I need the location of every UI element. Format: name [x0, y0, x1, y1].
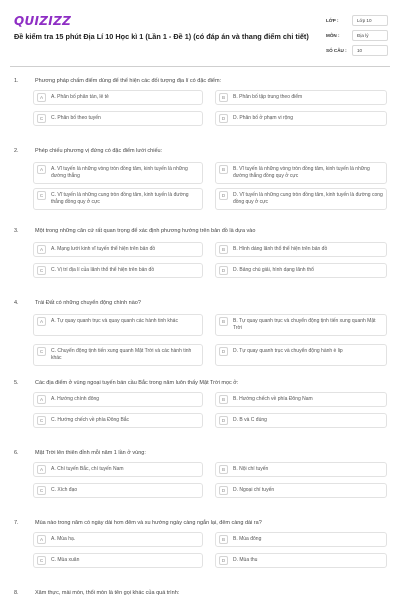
option-text: B. Hình dáng lãnh thổ thể hiện trên bản đồ — [233, 246, 328, 252]
option-text: A. Tự quay quanh trục và quay quanh các hành tinh khác — [51, 318, 178, 324]
question-number: 2. — [14, 148, 19, 154]
answer-option-a[interactable] — [33, 392, 203, 407]
option-letter: D — [219, 347, 228, 356]
option-letter: A — [37, 317, 46, 326]
question-3 — [0, 228, 400, 298]
option-letter: D — [219, 266, 228, 275]
question-count-row — [326, 43, 388, 58]
option-letter: D — [219, 416, 228, 425]
question-count-value: 10 — [352, 45, 388, 56]
worksheet-header — [0, 0, 400, 62]
answer-option-d[interactable] — [215, 111, 387, 126]
answer-option-c[interactable] — [33, 553, 203, 568]
answer-option-b[interactable] — [215, 532, 387, 547]
option-text: A. Vĩ tuyến là những vòng tròn đồng tâm, kinh tuyến là những đường thẳng — [51, 166, 188, 179]
answer-option-a[interactable] — [33, 532, 203, 547]
option-text: D. Vĩ tuyến là những cung tròn đồng tâm, kinh tuyến là đường cong đồng quy ở cực — [233, 192, 383, 205]
option-letter: C — [37, 266, 46, 275]
option-text: D. Tự quay quanh trục và chuyển động hành è lip — [233, 348, 343, 354]
option-letter: A — [37, 93, 46, 102]
option-text: D. Ngoại chí tuyến — [233, 487, 275, 493]
option-letter: B — [219, 465, 228, 474]
question-text: Mặt Trời lên thiên đỉnh mỗi năm 1 lần ở vùng: — [35, 450, 146, 456]
question-text: Một trong những căn cứ rất quan trọng để xác định phương hướng trên bản đồ là dựa vào — [35, 228, 256, 234]
answer-option-b[interactable] — [215, 242, 387, 257]
question-number: 1. — [14, 78, 19, 84]
subject-value: Địa lý — [352, 30, 388, 41]
answer-option-a[interactable] — [33, 162, 203, 184]
option-letter: B — [219, 395, 228, 404]
answer-option-a[interactable] — [33, 90, 203, 105]
question-text: Trái Đất có những chuyển động chính nào? — [35, 300, 141, 306]
question-number: 4. — [14, 300, 19, 306]
option-text: B. Mùa đông — [233, 536, 262, 542]
option-text: A. Chí tuyến Bắc, chí tuyến Nam — [51, 466, 124, 472]
option-letter: C — [37, 486, 46, 495]
answer-option-a[interactable] — [33, 462, 203, 477]
option-text: C. Xích đạo — [51, 487, 78, 493]
option-letter: A — [37, 395, 46, 404]
option-text: A. Phân bố phân tán, lẻ tẻ — [51, 94, 109, 100]
answer-option-d[interactable] — [215, 553, 387, 568]
class-row — [326, 13, 388, 28]
option-text: C. Chuyển động tịnh tiến xung quanh Mặt Trời và các hành tinh khác — [51, 348, 192, 361]
option-text: C. Phân bố theo tuyến — [51, 115, 101, 121]
option-letter: D — [219, 114, 228, 123]
option-text: B. Nội chí tuyến — [233, 466, 269, 472]
question-number: 6. — [14, 450, 19, 456]
class-label: LỚP : — [326, 18, 339, 23]
question-2 — [0, 148, 400, 218]
question-number: 8. — [14, 590, 19, 596]
option-text: B. Vĩ tuyến là những vòng tròn đồng tâm, kinh tuyến là những đường thẳng đồng quy ở cực — [233, 166, 370, 179]
option-letter: A — [37, 245, 46, 254]
answer-option-b[interactable] — [215, 314, 387, 336]
question-text: Phép chiếu phương vị đứng có đặc điểm lưới chiếu: — [35, 148, 163, 154]
option-text: C. Vĩ tuyến là những cung tròn đồng tâm, kinh tuyến là đường thẳng đồng quy ở cực — [51, 192, 189, 205]
quizizz-logo: QUIZIZZ — [14, 14, 72, 28]
answer-option-d[interactable] — [215, 483, 387, 498]
subject-label: MÔN : — [326, 33, 340, 38]
question-4 — [0, 300, 400, 370]
option-text: C. Mùa xuân — [51, 557, 80, 563]
option-letter: C — [37, 191, 46, 200]
question-text: Mùa nào trong năm có ngày dài hơn đêm và xu hướng ngày càng ngắn lại, đêm càng dài ra? — [35, 520, 262, 526]
answer-option-a[interactable] — [33, 242, 203, 257]
question-7 — [0, 520, 400, 590]
answer-option-c[interactable] — [33, 263, 203, 278]
answer-option-c[interactable] — [33, 483, 203, 498]
question-5 — [0, 380, 400, 450]
option-letter: D — [219, 556, 228, 565]
option-letter: A — [37, 465, 46, 474]
header-divider — [10, 66, 390, 67]
meta-panel — [326, 13, 388, 58]
option-text: C. Hướng chếch về phía Đông Bắc — [51, 417, 130, 423]
option-letter: B — [219, 245, 228, 254]
option-text: B. Phân bố tập trung theo điểm — [233, 94, 303, 100]
question-8 — [0, 590, 400, 600]
question-number: 5. — [14, 380, 19, 386]
answer-option-b[interactable] — [215, 392, 387, 407]
answer-option-b[interactable] — [215, 462, 387, 477]
option-letter: A — [37, 165, 46, 174]
option-text: A. Mạng lưới kinh vĩ tuyến thể hiện trên bản đồ — [51, 246, 156, 252]
option-text: B. Hướng chếch về phía Đông Nam — [233, 396, 313, 402]
answer-option-c[interactable] — [33, 344, 203, 366]
option-letter: C — [37, 347, 46, 356]
question-text: Các địa điểm ở vùng ngoại tuyến bán cầu Bắc trong năm luôn thấy Mặt Trời mọc ở: — [35, 380, 239, 386]
answer-option-b[interactable] — [215, 162, 387, 184]
answer-option-c[interactable] — [33, 188, 203, 210]
answer-option-c[interactable] — [33, 413, 203, 428]
option-text: D. Mùa thu — [233, 557, 258, 563]
option-text: A. Mùa hạ. — [51, 536, 76, 542]
option-letter: B — [219, 165, 228, 174]
option-text: D. Bảng chú giải, hình dạng lãnh thổ — [233, 267, 314, 273]
option-text: A. Hướng chính đông — [51, 396, 100, 402]
option-text: C. Vị trí địa lí của lãnh thổ thể hiện trên bản đồ — [51, 267, 155, 273]
question-text: Xâm thực, mài mòn, thổi mòn là tên gọi khác của quá trình: — [35, 590, 180, 596]
option-letter: B — [219, 93, 228, 102]
option-letter: A — [37, 535, 46, 544]
answer-option-d[interactable] — [215, 188, 387, 210]
question-number: 3. — [14, 228, 19, 234]
answer-option-d[interactable] — [215, 344, 387, 366]
option-letter: D — [219, 191, 228, 200]
subject-row — [326, 28, 388, 43]
question-number: 7. — [14, 520, 19, 526]
option-text: D. B và C đúng — [233, 417, 267, 423]
answer-option-d[interactable] — [215, 413, 387, 428]
option-letter: C — [37, 416, 46, 425]
question-1 — [0, 78, 400, 148]
question-count-label: SỐ CÂU : — [326, 48, 347, 53]
answer-option-d[interactable] — [215, 263, 387, 278]
answer-option-c[interactable] — [33, 111, 203, 126]
option-text: B. Tự quay quanh trục và chuyển động tịnh tiến xung quanh Mặt Trời — [233, 318, 376, 331]
option-letter: D — [219, 486, 228, 495]
option-letter: C — [37, 114, 46, 123]
page-title: Đề kiểm tra 15 phút Địa Lí 10 Học kì 1 (Lần 1 - Đề 1) (có đáp án và thang điểm chi tiết) — [14, 32, 309, 41]
option-letter: B — [219, 535, 228, 544]
answer-option-a[interactable] — [33, 314, 203, 336]
answer-option-b[interactable] — [215, 90, 387, 105]
option-letter: C — [37, 556, 46, 565]
option-text: D. Phân bố ở phạm vi rộng — [233, 115, 293, 121]
question-text: Phương pháp chấm điểm dùng để thể hiện các đối tượng địa lí có đặc điểm: — [35, 78, 222, 84]
class-value: Lớp 10 — [352, 15, 388, 26]
option-letter: B — [219, 317, 228, 326]
question-6 — [0, 450, 400, 520]
